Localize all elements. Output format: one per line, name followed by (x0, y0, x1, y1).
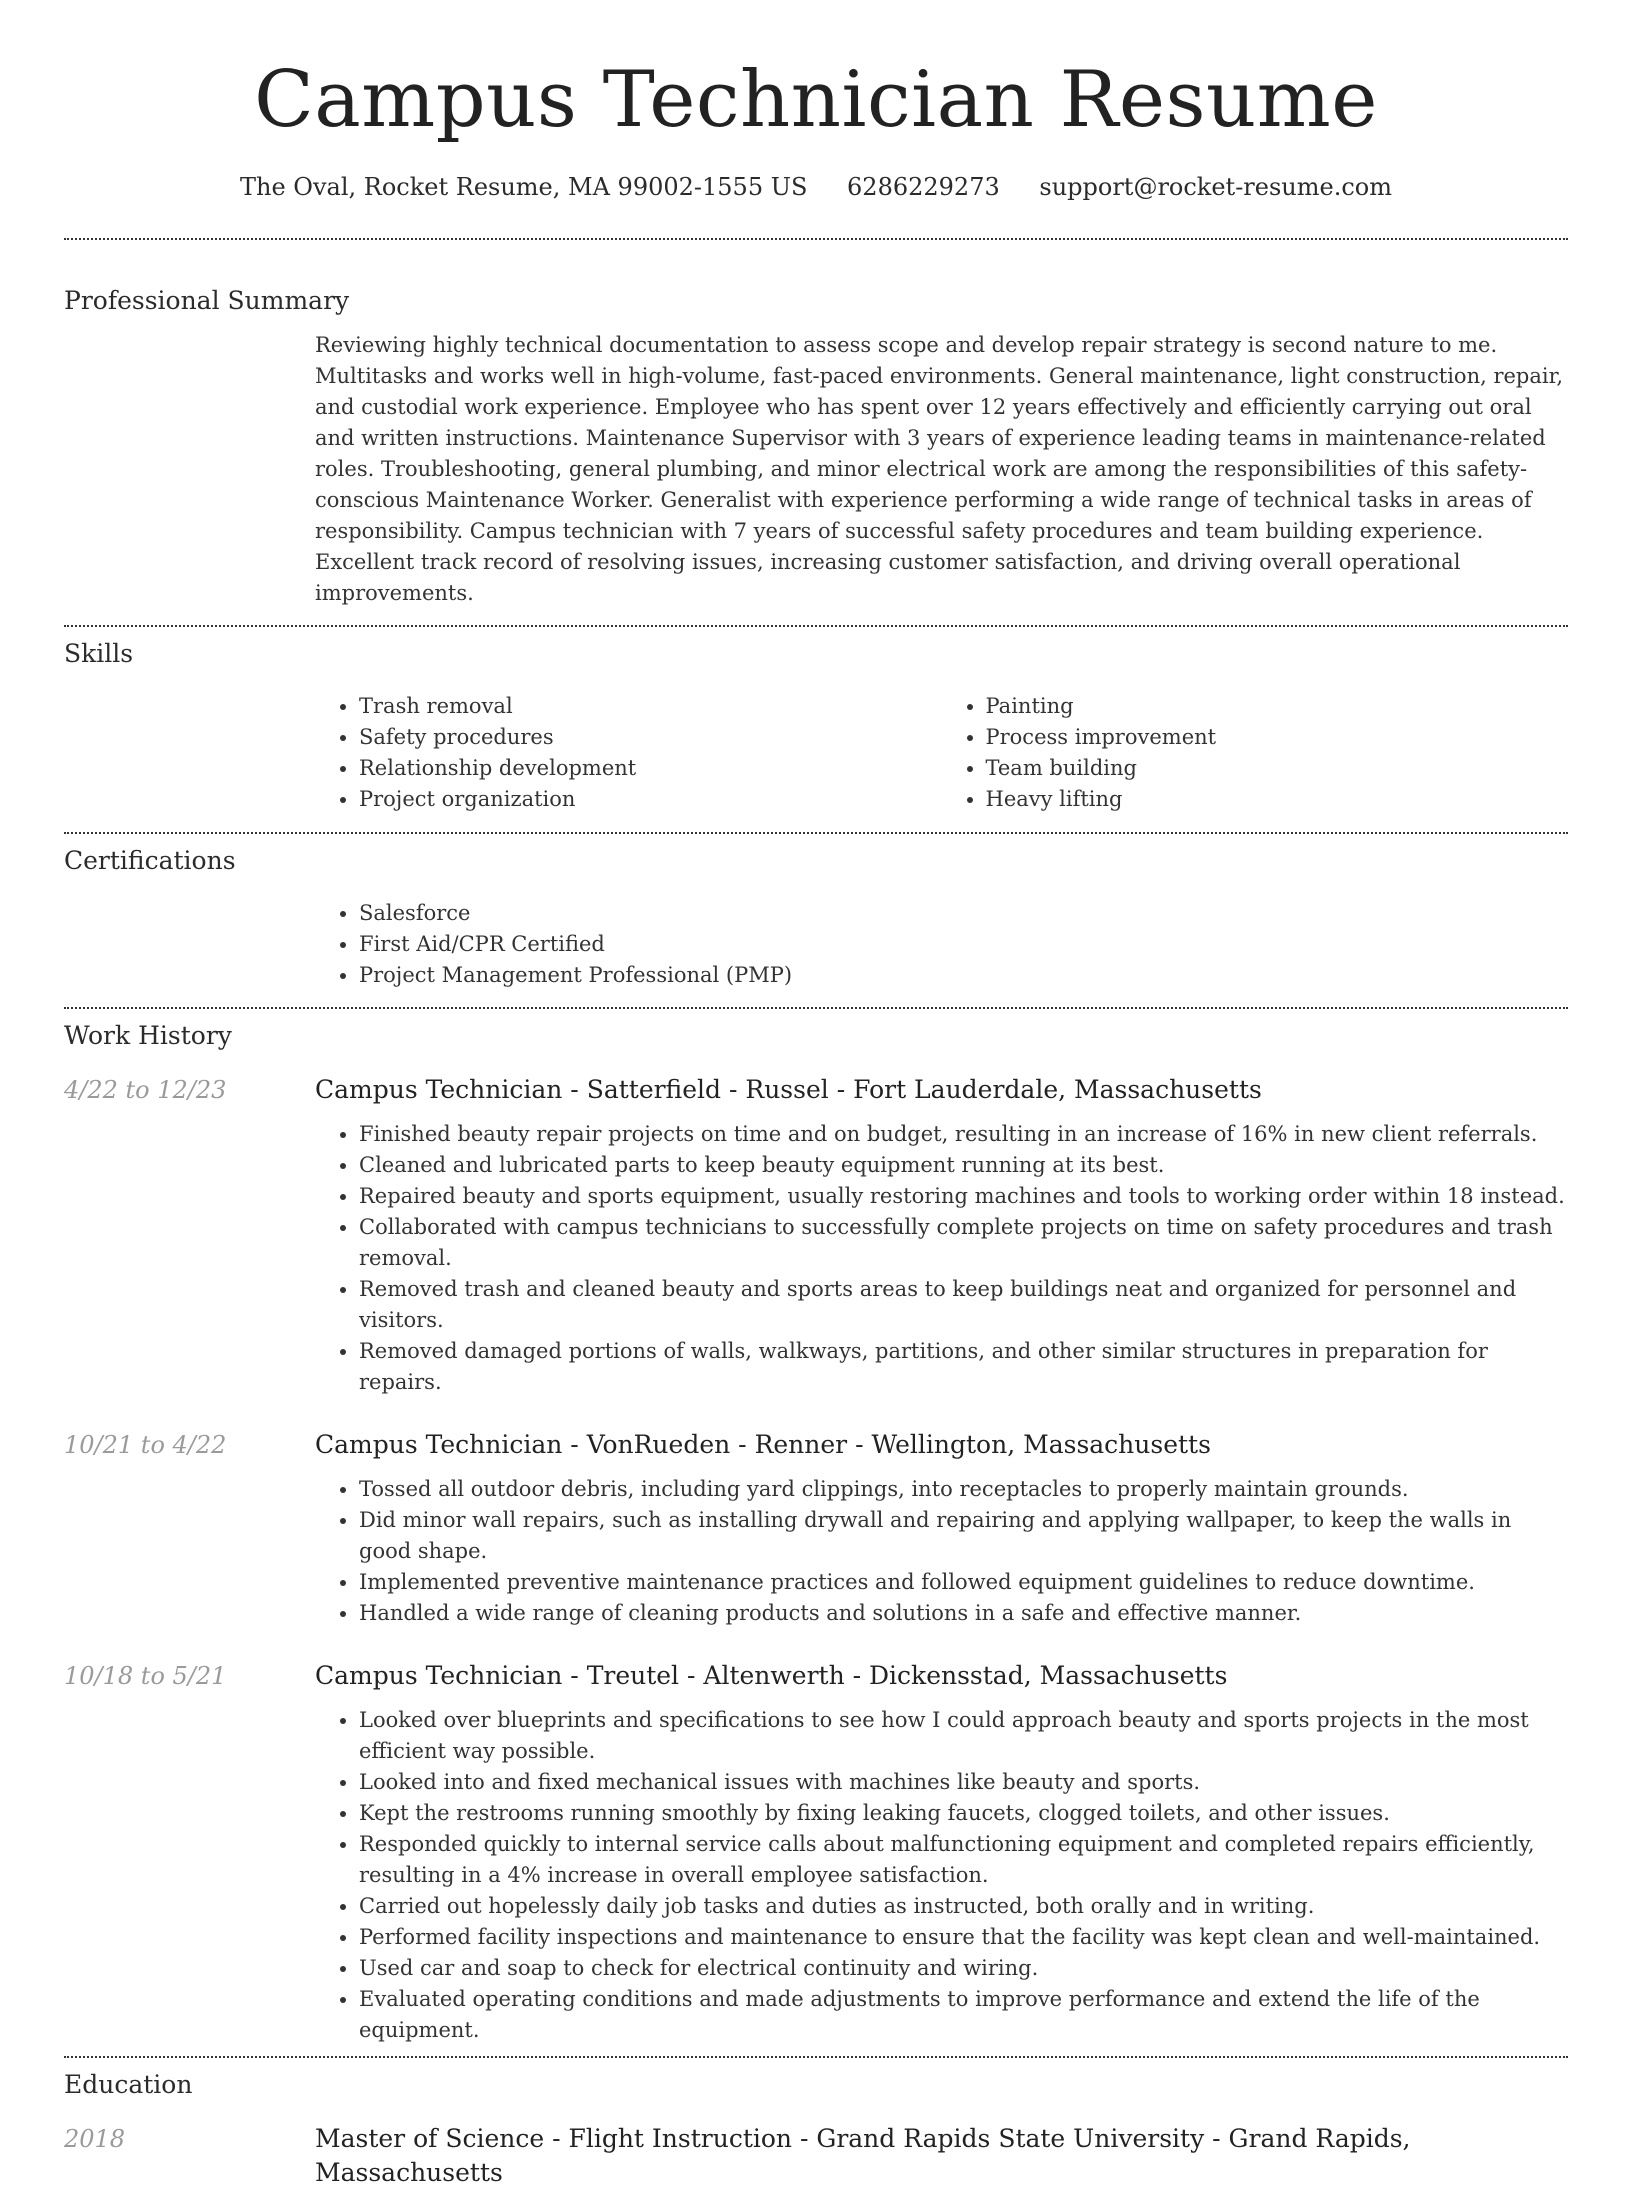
job-title: Campus Technician - VonRueden - Renner - Wellington, Massachusetts (315, 1430, 1211, 1459)
education-entry (64, 2122, 1568, 2190)
skill-item: • Relationship development (359, 753, 942, 784)
education-date: 2018 (64, 2125, 126, 2153)
skill-item: • Team building (986, 753, 1569, 784)
job-body (315, 1073, 1568, 1398)
section-divider (64, 625, 1568, 627)
skills-content (315, 691, 1568, 815)
job-bullet: • Looked over blueprints and specifications to see how I could approach beauty and sports projects in the most efficient way possible. (359, 1705, 1568, 1767)
summary-content (315, 330, 1568, 609)
job-bullet: • Did minor wall repairs, such as installing drywall and repairing and applying wallpaper, to keep the walls in good shape. (359, 1505, 1568, 1567)
job-bullet: • Implemented preventive maintenance practices and followed equipment guidelines to reduce downtime. (359, 1567, 1568, 1598)
job-bullet: • Repaired beauty and sports equipment, usually restoring machines and tools to working order within 18 instead. (359, 1181, 1568, 1212)
job-bullet: • Removed damaged portions of walls, walkways, partitions, and other similar structures in preparation for repairs. (359, 1336, 1568, 1398)
contact-phone: 6286229273 (847, 173, 1000, 201)
job-entry (64, 1659, 1568, 2046)
skill-item: • Process improvement (986, 722, 1569, 753)
job-bullet: • Cleaned and lubricated parts to keep beauty equipment running at its best. (359, 1150, 1568, 1181)
certifications-list (315, 898, 1568, 991)
contact-line (64, 170, 1568, 204)
contact-address: The Oval, Rocket Resume, MA 99002-1555 US (240, 173, 808, 201)
job-bullets (315, 1705, 1568, 2046)
contact-email: support@rocket-resume.com (1039, 173, 1392, 201)
skills-heading: Skills (64, 639, 134, 668)
job-bullets (315, 1119, 1568, 1398)
job-bullet: • Performed facility inspections and maintenance to ensure that the facility was kept clean and well-maintained. (359, 1922, 1568, 1953)
education-heading: Education (64, 2070, 193, 2099)
job-body (315, 1659, 1568, 2046)
section-divider (64, 1007, 1568, 1009)
job-bullet: • Finished beauty repair projects on time and on budget, resulting in an increase of 16% in new client referrals. (359, 1119, 1568, 1150)
job-title: Campus Technician - Satterfield - Russel - Fort Lauderdale, Massachusetts (315, 1075, 1262, 1104)
certification-item: • Salesforce (359, 898, 1568, 929)
skill-item: • Project organization (359, 784, 942, 815)
job-date: 10/18 to 5/21 (64, 1662, 227, 1690)
skills-columns (315, 691, 1568, 815)
skills-list-left (315, 691, 942, 815)
work-history-heading: Work History (64, 1021, 232, 1050)
summary-section (64, 284, 1568, 609)
certification-item: • Project Management Professional (PMP) (359, 960, 1568, 991)
job-entry (64, 1428, 1568, 1629)
education-title: Master of Science - Flight Instruction - Grand Rapids State University - Grand Rapids, Massachusetts (315, 2124, 1411, 2187)
certification-item: • First Aid/CPR Certified (359, 929, 1568, 960)
certifications-heading: Certifications (64, 846, 236, 875)
job-bullet: • Evaluated operating conditions and made adjustments to improve performance and extend the life of the equipment. (359, 1984, 1568, 2046)
education-body (315, 2122, 1568, 2190)
section-divider (64, 832, 1568, 834)
job-title: Campus Technician - Treutel - Altenwerth - Dickensstad, Massachusetts (315, 1661, 1228, 1690)
job-date: 4/22 to 12/23 (64, 1076, 227, 1104)
certifications-content (315, 898, 1568, 991)
work-history-section (64, 1019, 1568, 2046)
skills-section (64, 637, 1568, 815)
job-bullet: • Used car and soap to check for electrical continuity and wiring. (359, 1953, 1568, 1984)
section-divider (64, 238, 1568, 240)
job-bullet: • Removed trash and cleaned beauty and sports areas to keep buildings neat and organized for personnel and visitors. (359, 1274, 1568, 1336)
skill-item: • Painting (986, 691, 1569, 722)
job-bullet: • Tossed all outdoor debris, including yard clippings, into receptacles to properly maintain grounds. (359, 1474, 1568, 1505)
resume-page (64, 0, 1568, 2190)
summary-heading: Professional Summary (64, 286, 350, 315)
job-bullets (315, 1474, 1568, 1629)
job-bullet: • Handled a wide range of cleaning products and solutions in a safe and effective manner. (359, 1598, 1568, 1629)
job-bullet: • Carried out hopelessly daily job tasks and duties as instructed, both orally and in writing. (359, 1891, 1568, 1922)
skill-item: • Safety procedures (359, 722, 942, 753)
education-section (64, 2068, 1568, 2190)
job-bullet: • Responded quickly to internal service calls about malfunctioning equipment and completed repairs efficiently, resulting in a 4% increase in overall employee satisfaction. (359, 1829, 1568, 1891)
skills-list-right (942, 691, 1569, 815)
certifications-section (64, 844, 1568, 991)
job-bullet: • Kept the restrooms running smoothly by fixing leaking faucets, clogged toilets, and other issues. (359, 1798, 1568, 1829)
summary-text: Reviewing highly technical documentation to assess scope and develop repair strategy is second nature to me. Multitasks and works well in high-volume, fast-paced environments. General maintenance, light construction, repair, and custodial work experience. Employee who has spent over 12 years effectively and efficiently carrying out oral and written instructions. Maintenance Supervisor with 3 years of experience leading teams in maintenance-related roles. Troubleshooting, general plumbing, and minor electrical work are among the responsibilities of this safety-conscious Maintenance Worker. Generalist with experience performing a wide range of technical tasks in areas of responsibility. Campus technician with 7 years of successful safety procedures and team building experience. Excellent track record of resolving issues, increasing customer satisfaction, and driving overall operational improvements. (315, 333, 1563, 605)
resume-title: Campus Technician Resume (254, 55, 1378, 145)
job-bullet: • Looked into and fixed mechanical issues with machines like beauty and sports. (359, 1767, 1568, 1798)
job-bullet: • Collaborated with campus technicians to successfully complete projects on time on safety procedures and trash removal. (359, 1212, 1568, 1274)
job-entry (64, 1073, 1568, 1398)
section-divider (64, 2056, 1568, 2058)
skill-item: • Heavy lifting (986, 784, 1569, 815)
job-date: 10/21 to 4/22 (64, 1431, 227, 1459)
job-body (315, 1428, 1568, 1629)
skill-item: • Trash removal (359, 691, 942, 722)
